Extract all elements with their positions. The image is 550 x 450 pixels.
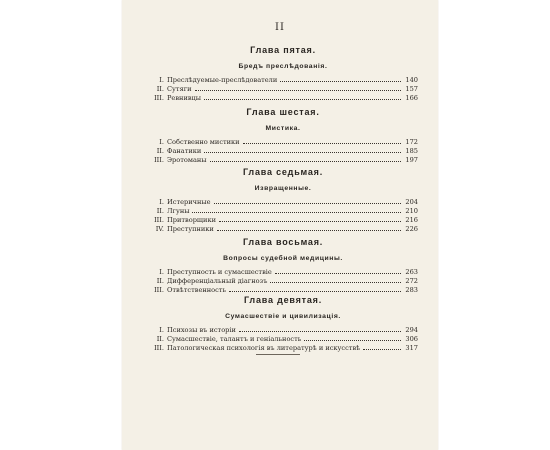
chapter-7 — [148, 166, 418, 234]
entry-title: Собственно мистики — [167, 138, 240, 146]
toc-entry — [148, 138, 418, 147]
entry-title: Истеричные — [167, 198, 211, 206]
entry-page: 226 — [405, 225, 418, 233]
chapter-title: Глава пятая. — [250, 45, 316, 55]
entry-title: Притворщики — [167, 216, 216, 224]
dot-leader — [210, 160, 401, 162]
dot-leader — [217, 229, 401, 231]
entry-title: Преступность и сумасшествіе — [167, 268, 272, 276]
entry-number: III. — [154, 156, 164, 164]
entry-number: II. — [156, 277, 164, 285]
entry-title: Ревнивцы — [167, 94, 202, 102]
dot-leader — [280, 80, 401, 82]
entry-title: Дифференціальный діагнозъ — [167, 277, 268, 285]
entry-page: 204 — [405, 198, 418, 206]
entry-page: 172 — [405, 138, 418, 146]
entry-page: 317 — [405, 344, 418, 352]
dot-leader — [219, 220, 401, 222]
entry-title: Лгуны — [167, 207, 190, 215]
entry-page: 263 — [405, 268, 418, 276]
entry-page: 210 — [405, 207, 418, 215]
dot-leader — [270, 281, 401, 283]
chapter-subtitle: Вопросы судебной медицины. — [223, 255, 343, 262]
toc-entry — [148, 335, 418, 344]
toc-entry — [148, 216, 418, 225]
chapter-title: Глава шестая. — [246, 107, 320, 117]
entry-title: Сумасшествіе, талантъ и геніальность — [167, 335, 302, 343]
page-number: II — [275, 22, 285, 33]
entry-title: Преслѣдуемые-преслѣдователи — [167, 76, 278, 84]
chapter-subtitle: Сумасшествіе и цивилизація. — [225, 313, 341, 320]
entry-title: Психозы въ исторіи — [167, 326, 236, 334]
entry-page: 185 — [405, 147, 418, 155]
toc-entry — [148, 207, 418, 216]
entry-number: II. — [156, 335, 164, 343]
entry-number: I. — [159, 138, 164, 146]
entry-title: Преступники — [167, 225, 214, 233]
entry-title: Патологическая психологія въ литературѣ и искусствѣ — [167, 344, 361, 352]
entry-page: 157 — [405, 85, 418, 93]
toc-entry — [148, 198, 418, 207]
dot-leader — [204, 151, 401, 153]
toc-entry — [148, 344, 418, 353]
chapter-6 — [148, 106, 418, 165]
toc-entry — [148, 76, 418, 85]
entry-page: 283 — [405, 286, 418, 294]
entry-title: Сутяги — [167, 85, 192, 93]
dot-leader — [275, 272, 401, 274]
chapter-8 — [148, 236, 418, 295]
entry-page: 197 — [405, 156, 418, 164]
entry-number: II. — [156, 207, 164, 215]
dot-leader — [214, 202, 401, 204]
dot-leader — [192, 211, 401, 213]
dot-leader — [195, 89, 401, 91]
entry-number: II. — [156, 147, 164, 155]
toc-entry — [148, 268, 418, 277]
toc-entry — [148, 326, 418, 335]
toc-entry — [148, 94, 418, 103]
entry-title: Фанатики — [167, 147, 202, 155]
entry-number: II. — [156, 85, 164, 93]
entry-page: 166 — [405, 94, 418, 102]
chapter-subtitle: Бредъ преслѣдованія. — [238, 63, 328, 70]
toc-entry — [148, 156, 418, 165]
chapter-5 — [148, 44, 418, 103]
dot-leader — [243, 142, 401, 144]
chapter-title: Глава седьмая. — [242, 167, 324, 177]
dot-leader — [304, 339, 401, 341]
dot-leader — [204, 98, 401, 100]
book-page — [122, 0, 438, 450]
entry-number: IV. — [155, 225, 164, 233]
entry-number: I. — [159, 326, 164, 334]
entry-number: III. — [154, 286, 164, 294]
dot-leader — [229, 290, 401, 292]
entry-number: I. — [159, 76, 164, 84]
entry-number: III. — [154, 94, 164, 102]
entry-title: Эротоманы — [167, 156, 207, 164]
toc-entry — [148, 225, 418, 234]
entry-number: III. — [154, 216, 164, 224]
entry-page: 294 — [405, 326, 418, 334]
chapter-title: Глава девятая. — [243, 295, 323, 305]
entry-page: 306 — [405, 335, 418, 343]
end-ornament-rule — [256, 354, 300, 355]
entry-page: 272 — [405, 277, 418, 285]
entry-number: I. — [159, 268, 164, 276]
chapter-subtitle: Мистика. — [265, 125, 301, 132]
toc-entry — [148, 147, 418, 156]
chapter-title: Глава восьмая. — [242, 237, 324, 247]
entry-page: 216 — [405, 216, 418, 224]
dot-leader — [239, 330, 401, 332]
chapter-9 — [148, 294, 418, 353]
entry-page: 140 — [405, 76, 418, 84]
dot-leader — [363, 348, 401, 350]
entry-title: Отвѣтственность — [167, 286, 227, 294]
chapter-subtitle: Извращенные. — [254, 185, 312, 192]
toc-entry — [148, 277, 418, 286]
entry-number: I. — [159, 198, 164, 206]
toc-entry — [148, 85, 418, 94]
entry-number: III. — [154, 344, 164, 352]
